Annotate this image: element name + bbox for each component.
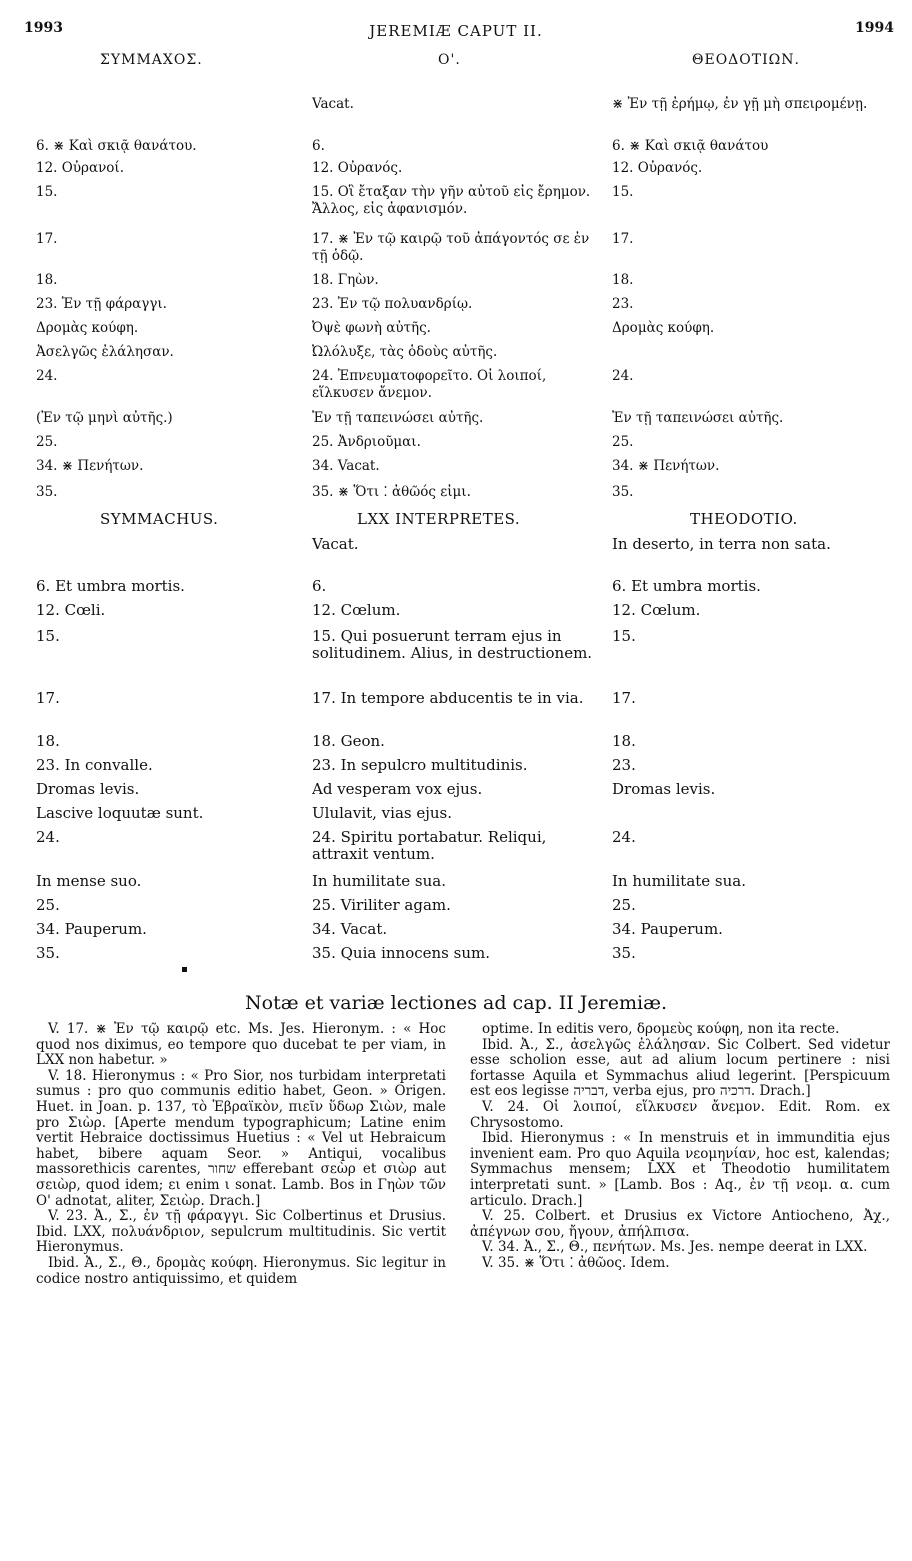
greek-row-6-col-2: 23. [612, 296, 634, 312]
greek-row-5-col-2: 18. [612, 272, 634, 288]
greek-row-1-col-0: 6. ⋇ Καὶ σκιᾷ θανάτου. [36, 138, 197, 154]
latin-header-lxx: LXX INTERPRETES. [357, 510, 521, 528]
greek-row-7-col-0: Δρομὰς κούφη. [36, 320, 139, 336]
greek-row-0-col-2: ⋇ Ἐν τῇ ἐρήμῳ, ἐν γῇ μὴ σπειρομένῃ. [612, 96, 868, 112]
greek-row-5-col-1: 18. Γηὼν. [312, 272, 379, 288]
left-note-0: V. 17. ⋇ Ἐν τῷ καιρῷ etc. Ms. Jes. Hieronym. : « Hoc quod nos diximus, eo tempore quo ducebat te per viam, in LXX non habetur. » [36, 1021, 446, 1069]
left-note-3: Ibid. Ἀ., Σ., Θ., δρομὰς κούφη. Hieronymus. Sic legitur in codice nostro antiquissimo, et quidem [36, 1254, 446, 1287]
latin-row-7-col-0: Dromas levis. [36, 780, 140, 798]
greek-header-symmachus: ΣΥΜΜΑΧΟΣ. [100, 52, 203, 68]
latin-row-1-col-0: 6. Et umbra mortis. [36, 577, 185, 595]
greek-row-12-col-2: 34. ⋇ Πενήτων. [612, 458, 720, 474]
latin-row-11-col-0: 25. [36, 896, 60, 914]
latin-row-2-col-2: 12. Cœlum. [612, 601, 701, 619]
greek-header-lxx: Ο'. [438, 52, 461, 68]
greek-row-13-col-0: 35. [36, 484, 58, 500]
greek-row-11-col-0: 25. [36, 434, 58, 450]
left-note-1: V. 18. Hieronymus : « Pro Sior, nos turbidam interpretati sumus : pro quo communis editio habet, Geon. » Origen. Huet. in Joan. p. 137, τὸ Ἑβραϊκὸν, πιεῖν ὕδωρ Σιὼν, male pro Σιὼρ. [Aperte mendum typographicum; Latine enim vertit Hebraice doctissimus Huetius : « Vel ut Hebraicum habet, bibere aquam Seor. » Antiqui, vocalibus massorethicis carentes, שחור efferebant σεὼρ et σιὼρ aut σειὼρ, quod idem; ει enim ι sonat. Lamb. Bos in Γηὼν τῶν Ο' adnotat, aliter, Σειὼρ. Drach.] [36, 1067, 447, 1209]
greek-row-9-col-2: 24. [612, 368, 634, 384]
greek-row-3-col-2: 15. [612, 184, 634, 200]
notes-title: Notæ et variæ lectiones ad cap. II Jeremiæ. [245, 992, 667, 1014]
latin-row-5-col-1: 18. Geon. [312, 732, 385, 750]
greek-row-7-col-1: Ὀψὲ φωνὴ αὐτῆς. [312, 320, 431, 336]
latin-row-3-col-2: 15. [612, 627, 636, 645]
greek-row-9-col-1: 24. Ἐπνευματοφορεῖτο. Οἱ λοιποί, εἵλκυσεν ἄνεμον. [312, 368, 547, 401]
latin-row-6-col-1: 23. In sepulcro multitudinis. [312, 756, 528, 774]
greek-row-12-col-0: 34. ⋇ Πενήτων. [36, 458, 144, 474]
right-note-0: optime. In editis vero, δρομεὺς κούφη, non ita recte. [482, 1021, 840, 1037]
latin-row-10-col-2: In humilitate sua. [612, 872, 747, 890]
latin-row-0-col-2: In deserto, in terra non sata. [612, 535, 831, 553]
latin-row-7-col-1: Ad vesperam vox ejus. [312, 780, 483, 798]
latin-row-9-col-2: 24. [612, 828, 636, 846]
latin-row-7-col-2: Dromas levis. [612, 780, 716, 798]
greek-row-3-col-0: 15. [36, 184, 58, 200]
latin-row-2-col-0: 12. Cœli. [36, 601, 106, 619]
latin-row-12-col-0: 34. Pauperum. [36, 920, 147, 938]
greek-row-4-col-0: 17. [36, 231, 58, 247]
right-note-3: Ibid. Hieronymus : « In menstruis et in immunditia ejus invenient eam. Pro quo Aquila νεομηνίαν, hoc est, kalendas; Symmachus mensem; LXX et Theodotio humilitatem interpretati sunt. » [Lamb. Bos : Aq., ἐν τῇ νεομ. α. cum articulo. Drach.] [470, 1130, 890, 1209]
latin-row-13-col-2: 35. [612, 944, 636, 962]
latin-row-5-col-0: 18. [36, 732, 60, 750]
greek-row-2-col-1: 12. Οὐρανός. [312, 160, 403, 176]
page-number-left: 1993 [24, 20, 63, 36]
latin-row-1-col-1: 6. [312, 577, 327, 595]
greek-row-2-col-0: 12. Οὐρανοί. [36, 160, 125, 176]
latin-row-3-col-1: 15. Qui posuerunt terram ejus in solitudinem. Alius, in destructionem. [312, 627, 593, 662]
greek-row-10-col-2: Ἐν τῇ ταπεινώσει αὐτῆς. [612, 410, 784, 426]
right-note-2: V. 24. Οἱ λοιποί, εἵλκυσεν ἄνεμον. Edit. Rom. ex Chrysostomo. [470, 1098, 890, 1131]
greek-row-10-col-1: Ἐν τῇ ταπεινώσει αὐτῆς. [312, 410, 484, 426]
latin-row-12-col-1: 34. Vacat. [312, 920, 388, 938]
greek-row-11-col-2: 25. [612, 434, 634, 450]
greek-row-6-col-0: 23. Ἐν τῇ φάραγγι. [36, 296, 167, 312]
greek-row-4-col-1: 17. ⋇ Ἐν τῷ καιρῷ τοῦ ἀπάγοντός σε ἐν τῇ ὁδῷ. [312, 231, 590, 264]
greek-row-8-col-0: Ἀσελγῶς ἐλάλησαν. [36, 344, 174, 360]
page-number-right: 1994 [855, 20, 894, 36]
latin-row-1-col-2: 6. Et umbra mortis. [612, 577, 761, 595]
left-note-2: V. 23. Ἀ., Σ., ἐν τῇ φάραγγι. Sic Colbertinus et Drusius. Ibid. LXX, πολυάνδριον, sepulcrum multitudinis. Sic vertit Hieronymus. [36, 1208, 446, 1256]
greek-row-7-col-2: Δρομὰς κούφη. [612, 320, 715, 336]
greek-row-12-col-1: 34. Vacat. [312, 458, 380, 474]
greek-row-3-col-1: 15. Οἳ ἔταξαν τὴν γῆν αὐτοῦ εἰς ἔρημον. Ἄλλος, εἰς ἀφανισμόν. [312, 184, 591, 217]
greek-row-13-col-2: 35. [612, 484, 634, 500]
latin-row-4-col-2: 17. [612, 689, 636, 707]
greek-row-0-col-1: Vacat. [312, 96, 354, 112]
greek-row-1-col-2: 6. ⋇ Καὶ σκιᾷ θανάτου [612, 138, 769, 154]
latin-row-11-col-1: 25. Viriliter agam. [312, 896, 451, 914]
right-note-6: V. 35. ⋇ Ὅτι ⁚ ἀθῶος. Idem. [482, 1254, 670, 1271]
greek-row-8-col-1: Ὠλόλυξε, τὰς ὁδοὺς αὐτῆς. [312, 344, 498, 360]
greek-row-13-col-1: 35. ⋇ Ὅτι ⁚ ἀθῶός εἰμι. [312, 484, 471, 500]
latin-row-8-col-0: Lascive loquutæ sunt. [36, 804, 204, 822]
latin-header-theodotio: THEODOTIO. [690, 510, 798, 528]
greek-row-1-col-1: 6. [312, 138, 325, 154]
latin-row-13-col-0: 35. [36, 944, 60, 962]
latin-row-10-col-1: In humilitate sua. [312, 872, 447, 890]
latin-row-11-col-2: 25. [612, 896, 636, 914]
latin-row-6-col-2: 23. [612, 756, 636, 774]
greek-row-5-col-0: 18. [36, 272, 58, 288]
latin-row-9-col-0: 24. [36, 828, 60, 846]
greek-row-6-col-1: 23. Ἐν τῷ πολυανδρίῳ. [312, 296, 473, 312]
latin-row-5-col-2: 18. [612, 732, 636, 750]
latin-row-9-col-1: 24. Spiritu portabatur. Reliqui, attraxit ventum. [312, 828, 547, 863]
greek-row-11-col-1: 25. Ἀνδριοῦμαι. [312, 434, 421, 450]
latin-row-10-col-0: In mense suo. [36, 872, 142, 890]
latin-row-6-col-0: 23. In convalle. [36, 756, 153, 774]
latin-row-12-col-2: 34. Pauperum. [612, 920, 723, 938]
notes-right-column [470, 1022, 890, 1272]
latin-header-symmachus: SYMMACHUS. [100, 510, 219, 528]
notes-left-column [36, 1022, 446, 1287]
greek-row-10-col-0: (Ἐν τῷ μηνὶ αὐτῆς.) [36, 410, 173, 426]
latin-row-13-col-1: 35. Quia innocens sum. [312, 944, 490, 962]
latin-row-4-col-1: 17. In tempore abducentis te in via. [312, 689, 584, 707]
latin-row-0-col-1: Vacat. [312, 535, 359, 553]
right-note-5: V. 34. Ἀ., Σ., Θ., πενήτων. Ms. Jes. nempe deerat in LXX. [482, 1239, 868, 1256]
right-note-1: Ibid. Ἀ., Σ., ἀσελγῶς ἐλάλησαν. Sic Colbert. Sed videtur esse scholion esse, aut ad alium locum pertinere : nisi fortasse Aquila et Symmachus aliud legerint. [Perspicuum est eos legisse דבריה, verba ejus, pro דרכיה. Drach.] [470, 1036, 890, 1100]
right-note-4: V. 25. Colbert. et Drusius ex Victore Antiocheno, Ἀχ., ἀπέγνων σου, ἤγουν, ἀπήλπισα. [470, 1208, 890, 1240]
running-title: JEREMIÆ CAPUT II. [369, 22, 543, 40]
greek-header-theodotion: ΘΕΟΔΟΤΙΩΝ. [692, 52, 800, 68]
stray-dot [182, 967, 187, 972]
latin-row-8-col-1: Ululavit, vias ejus. [312, 804, 453, 822]
latin-row-3-col-0: 15. [36, 627, 60, 645]
greek-row-2-col-2: 12. Οὐρανός. [612, 160, 703, 176]
latin-row-2-col-1: 12. Cœlum. [312, 601, 401, 619]
latin-row-4-col-0: 17. [36, 689, 60, 707]
greek-row-4-col-2: 17. [612, 231, 634, 247]
greek-row-9-col-0: 24. [36, 368, 58, 384]
